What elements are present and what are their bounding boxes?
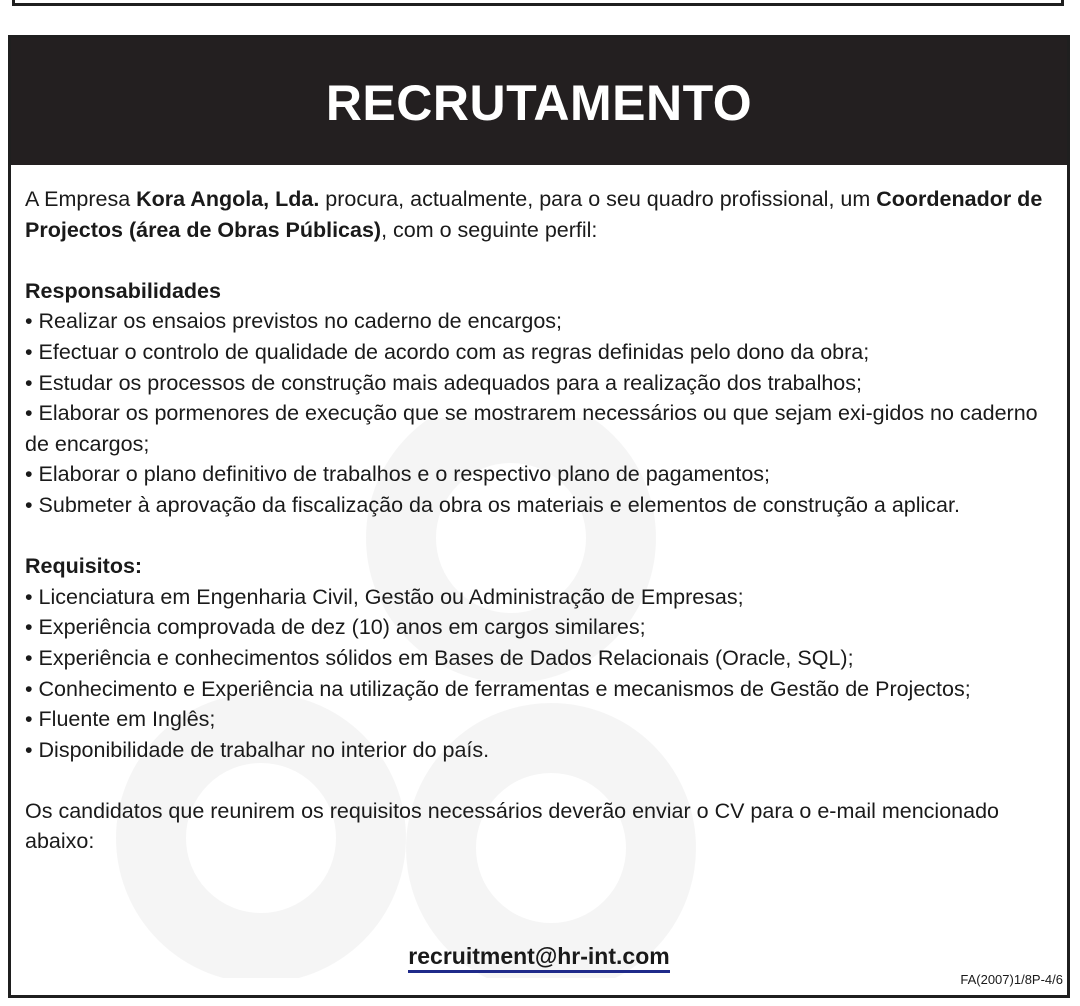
email-line <box>11 943 1067 970</box>
list-item <box>25 704 1059 735</box>
list-item-text: Elaborar o plano definitivo de trabalhos e o respectivo plano de pagamentos; <box>38 462 771 487</box>
list-item <box>25 337 1059 368</box>
list-item-text: Experiência e conhecimentos sólidos em Bases de Dados Relacionais (Oracle, SQL); <box>38 645 854 670</box>
bullet-icon: • <box>25 462 33 487</box>
bullet-icon: • <box>25 309 33 334</box>
closing-paragraph: Os candidatos que reunirem os requisitos necessários deverão enviar o CV para o e-mail mencionado abaixo: <box>25 798 999 854</box>
list-item-text: Experiência comprovada de dez (10) anos em cargos similares; <box>38 615 646 640</box>
requirements-heading: Requisitos: <box>25 554 143 579</box>
list-item <box>25 368 1059 399</box>
email-link[interactable]: recruitment@hr-int.com <box>408 943 669 973</box>
list-item <box>25 306 1059 337</box>
list-item <box>25 612 1059 643</box>
recruitment-ad <box>8 35 1070 998</box>
position-title: Coordenador de Projectos (área de Obras Públicas) <box>25 187 1043 242</box>
requirements-list <box>25 582 1059 766</box>
intro-middle: procura, actualmente, para o seu quadro profissional, um <box>319 187 877 211</box>
responsibilities-list <box>25 306 1059 520</box>
intro-paragraph <box>25 184 1059 245</box>
bullet-icon: • <box>25 339 33 364</box>
bullet-icon: • <box>25 737 33 762</box>
bullet-icon: • <box>25 676 33 701</box>
bullet-icon: • <box>25 615 33 640</box>
list-item <box>25 582 1059 613</box>
list-item <box>25 490 1059 521</box>
list-item-text: Fluente em Inglês; <box>38 707 216 732</box>
company-name: Kora Angola, Lda. <box>136 187 320 211</box>
responsibilities-heading: Responsabilidades <box>25 278 221 303</box>
ad-content <box>25 184 1059 857</box>
reference-code: FA(2007)1/8P-4/6 <box>960 972 1063 987</box>
list-item <box>25 459 1059 490</box>
list-item-text: Submeter à aprovação da fiscalização da obra os materiais e elementos de construção a aplicar. <box>38 492 960 517</box>
list-item-text: Disponibilidade de trabalhar no interior do país. <box>38 737 490 762</box>
bullet-icon: • <box>25 401 33 426</box>
intro-suffix: , com o seguinte perfil: <box>381 217 598 242</box>
list-item-text: Realizar os ensaios previstos no caderno de encargos; <box>38 309 562 334</box>
previous-ad-border <box>12 0 1064 6</box>
list-item <box>25 735 1059 766</box>
bullet-icon: • <box>25 370 33 395</box>
header-bar <box>11 38 1067 165</box>
list-item-text: Conhecimento e Experiência na utilização de ferramentas e mecanismos de Gestão de Projectos; <box>38 676 971 701</box>
bullet-icon: • <box>25 645 33 670</box>
bullet-icon: • <box>25 584 33 609</box>
intro-prefix: A Empresa <box>25 187 137 211</box>
bullet-icon: • <box>25 492 33 517</box>
list-item <box>25 674 1059 705</box>
list-item-text: Estudar os processos de construção mais adequados para a realização dos trabalhos; <box>38 370 862 395</box>
list-item <box>25 643 1059 674</box>
list-item-text: Licenciatura em Engenharia Civil, Gestão ou Administração de Empresas; <box>38 584 744 609</box>
ad-title: RECRUTAMENTO <box>325 74 753 131</box>
list-item-text: Elaborar os pormenores de execução que se mostrarem necessários ou que sejam exi-gidos no caderno de encargos; <box>25 401 1038 456</box>
list-item-text: Efectuar o controlo de qualidade de acordo com as regras definidas pelo dono da obra; <box>38 339 870 364</box>
list-item <box>25 398 1059 459</box>
bullet-icon: • <box>25 707 33 732</box>
